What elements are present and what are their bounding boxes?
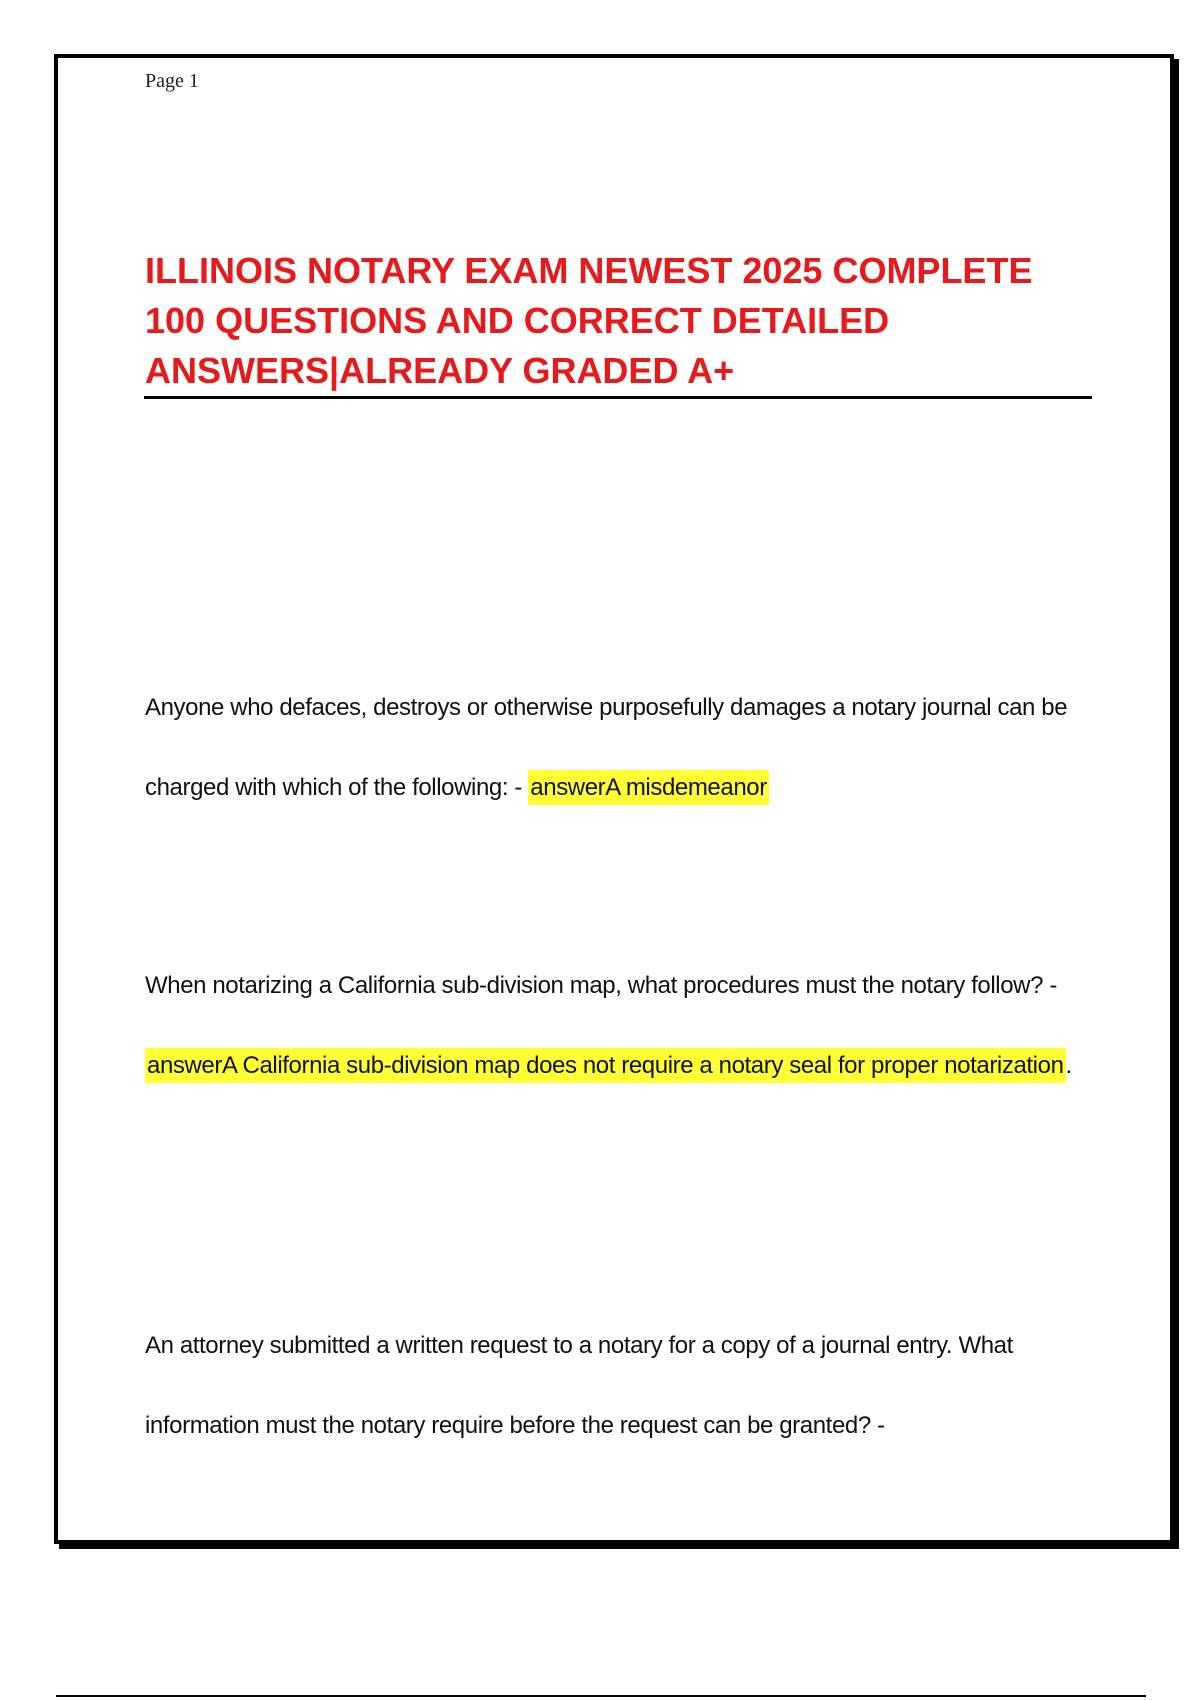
title-underline: [144, 396, 1092, 399]
page-number-label: Page 1: [145, 70, 199, 92]
question-text-1: Anyone who defaces, destroys or otherwise purposefully damages a notary journal can be charged with which of the following: -: [145, 694, 1068, 801]
qa-entry-1: [145, 668, 1095, 828]
bottom-divider: [56, 1695, 1146, 1697]
answer-trailing-2: .: [1065, 1052, 1072, 1079]
answer-highlight-2: answerA California sub-division map does not require a notary seal for proper notarization: [145, 1048, 1066, 1083]
qa-entry-2: [145, 946, 1095, 1106]
qa-entry-3: [145, 1306, 1095, 1466]
question-text-2: When notarizing a California sub-division map, what procedures must the notary follow? -: [145, 972, 1057, 999]
answer-highlight-1: answerA misdemeanor: [528, 770, 769, 805]
question-text-3: An attorney submitted a written request to a notary for a copy of a journal entry. What information must the notary require before the request can be granted? -: [145, 1332, 1013, 1439]
document-title: ILLINOIS NOTARY EXAM NEWEST 2025 COMPLETE 100 QUESTIONS AND CORRECT DETAILED ANSWERS|ALREADY GRADED A+: [145, 250, 1033, 391]
